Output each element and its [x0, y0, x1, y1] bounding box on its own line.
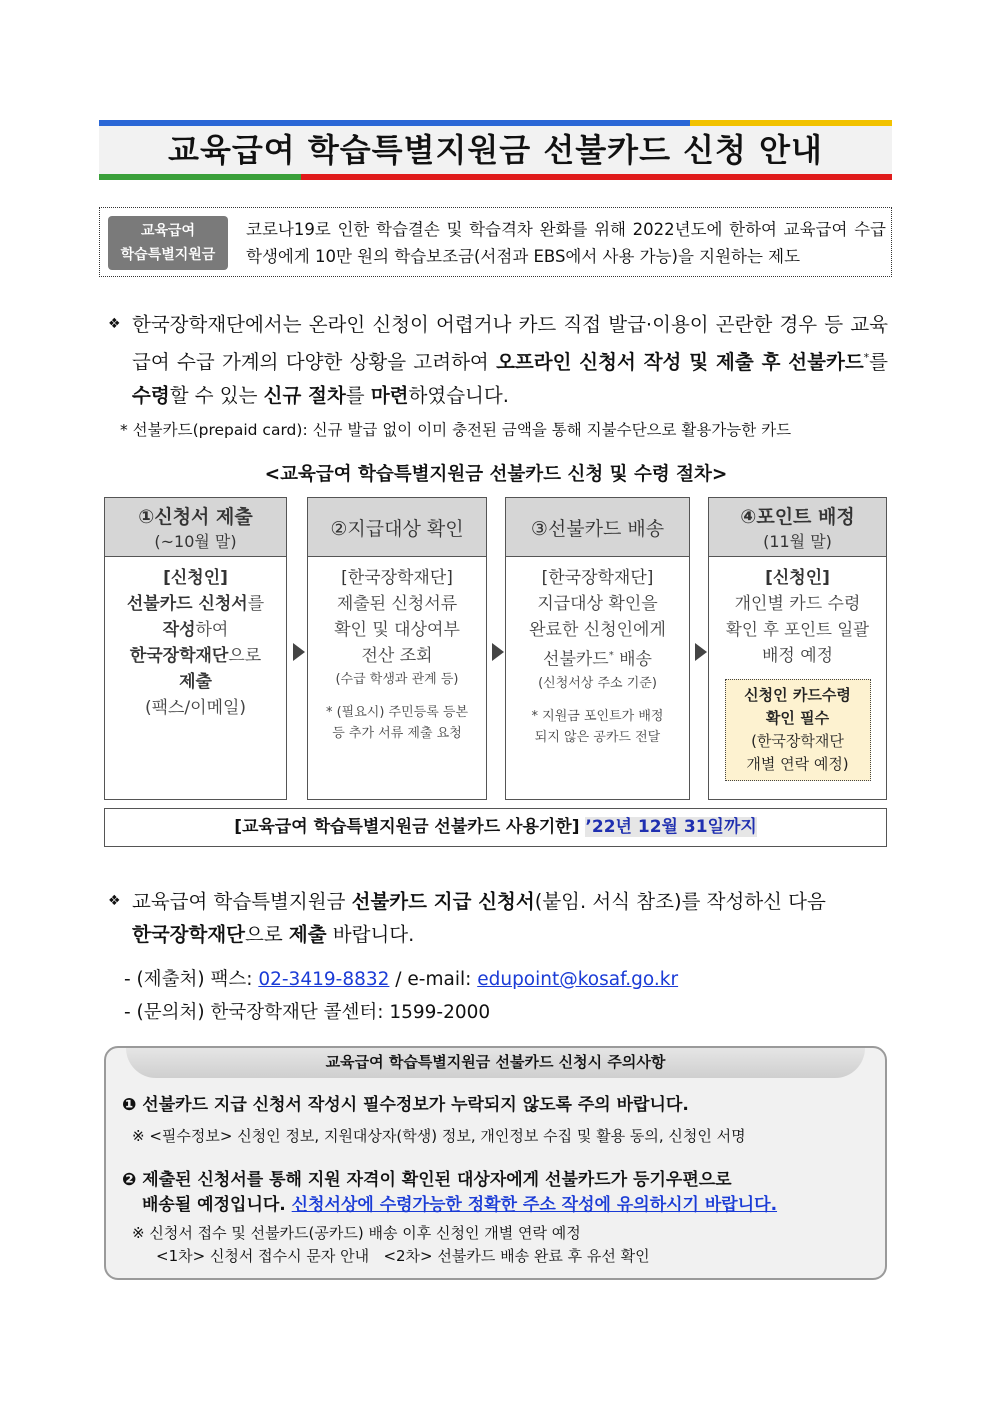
step-2-small3: 등 추가 서류 제출 요청 — [332, 726, 462, 741]
step-3-title: ③선불카드 배송 — [530, 517, 665, 540]
step-4-line3: 배정 예정 — [761, 646, 834, 666]
step-2-line1: 제출된 신청서류 — [336, 594, 458, 614]
page-title: 교육급여 학습특별지원금 선불카드 신청 안내 — [99, 126, 892, 174]
step-2-line2: 확인 및 대상여부 — [334, 620, 460, 640]
fax-link[interactable]: 02-3419-8832 — [258, 969, 390, 990]
step-1-box — [104, 497, 287, 800]
step-2-small1: (수급 학생과 관계 등) — [335, 672, 459, 687]
step-3-small3: 되지 않은 공카드 전달 — [534, 729, 661, 745]
step-3-line2: 완료한 신청인에게 — [529, 620, 666, 640]
caution-note-2-line2: <1차> 신청서 접수시 문자 안내 <2차> 선불카드 배송 완료 후 유선 확인 — [156, 1247, 650, 1265]
step-2-body — [308, 557, 486, 744]
step-2-title: ②지급대상 확인 — [330, 517, 464, 540]
arrow-right-icon — [492, 643, 504, 661]
intro-bold-4: 마련 — [370, 383, 409, 407]
submit-text-2: (붙임. 서식 참조)를 작성하신 다음 — [534, 890, 826, 913]
step-1-title: ①신청서 제출 — [138, 506, 253, 528]
intro-bold-2: 수령 — [132, 383, 170, 407]
submit-bold-2: 한국장학재단 — [132, 923, 246, 946]
step-1-line1: 를 — [247, 594, 265, 614]
usage-period-box — [104, 808, 887, 847]
step-4-body — [709, 557, 886, 781]
step-4-line1: 개인별 카드 수령 — [734, 594, 861, 614]
intro-text-2: 를 — [869, 350, 889, 374]
step-3-actor: [한국장학재단] — [541, 568, 654, 588]
step-1-body — [105, 557, 286, 721]
step-1-actor: [신청인] — [163, 568, 228, 588]
caution-note-1: ※ <필수정보> 신청인 정보, 지원대상자(학생) 정보, 개인정보 수집 및 활용 동의, 신청인 서명 — [132, 1127, 746, 1145]
caution-item-1: ❶ 선불카드 지급 신청서 작성시 필수정보가 누락되지 않도록 주의 바랍니다. — [122, 1095, 689, 1115]
intro-text-4: 를 — [345, 383, 371, 407]
intro-text-5: 하였습니다. — [408, 383, 509, 407]
contact-submit-line — [124, 965, 678, 991]
title-bottom-bar — [99, 174, 892, 180]
step-2-small2: * (필요시) 주민등록 등본 — [325, 705, 469, 720]
step-3-line3b: 배송 — [613, 649, 652, 670]
step-4-header — [709, 498, 886, 557]
step-4-title: ④포인트 배정 — [740, 506, 855, 528]
caution-item-2 — [122, 1168, 777, 1218]
title-banner — [99, 120, 892, 180]
submit-bold-1: 선불카드 지급 신청서 — [351, 890, 535, 913]
intro-paragraph — [108, 308, 888, 412]
step-4-box — [708, 497, 887, 800]
caution-item-2-line1: ❷ 제출된 신청서를 통해 지원 자격이 확인된 대상자에게 선불카드가 등기우편으로 — [122, 1170, 732, 1190]
definition-text: 코로나19로 인한 학습결손 및 학습격차 완화를 위해 2022년도에 한하여 교육급여 수급 학생에게 10만 원의 학습보조금(서점과 EBS에서 사용 가능)을 지원하는 제도 — [246, 220, 886, 266]
step-1-period: (~10월 말) — [154, 532, 237, 551]
intro-text-3: 할 수 있는 — [169, 383, 264, 407]
step-3-line1: 지급대상 확인을 — [537, 594, 658, 614]
contact-submit-label: - (제출처) 팩스: — [124, 969, 259, 990]
step-1-header — [105, 498, 286, 557]
step-3-small1: (신청서상 주소 기준) — [538, 675, 657, 691]
arrow-right-icon — [293, 643, 305, 661]
step-2-header — [308, 498, 486, 557]
email-link[interactable]: edupoint@kosaf.go.kr — [477, 969, 679, 990]
intro-sup: * — [863, 351, 870, 364]
usage-date: ’22년 12월 31일까지 — [585, 817, 757, 837]
step-1-line2: 하여 — [195, 620, 229, 640]
caution-box — [104, 1046, 887, 1280]
step-4-line2: 확인 후 포인트 일괄 — [725, 620, 870, 639]
email-label: / e-mail: — [389, 969, 478, 990]
diamond-bullet-icon: ❖ — [108, 316, 121, 332]
definition-box — [99, 207, 892, 277]
submit-paragraph — [108, 885, 888, 951]
step-3-box — [505, 497, 690, 800]
step-3-small2: * 지원금 포인트가 배정 — [531, 708, 664, 724]
intro-bold-3: 신규 절차 — [263, 383, 346, 407]
card-receipt-notice-box — [725, 679, 871, 781]
notice-line3: (한국장학재단 — [751, 732, 844, 750]
definition-label — [108, 216, 228, 270]
step-3-header — [506, 498, 689, 557]
submit-bold-3: 제출 — [288, 923, 327, 946]
definition-label-line2: 학습특별지원금 — [120, 247, 216, 263]
step-1-line4-bold: 제출 — [179, 672, 212, 692]
step-1-line3-bold: 한국장학재단 — [129, 646, 229, 666]
step-3-sup: * — [608, 650, 614, 661]
caution-title: 교육급여 학습특별지원금 선불카드 신청시 주의사항 — [126, 1048, 865, 1078]
diamond-bullet-icon: ❖ — [108, 893, 121, 909]
submit-text-4: 바랍니다. — [326, 923, 415, 946]
step-1-line3: 으로 — [228, 646, 262, 666]
contact-inquiry-line: - (문의처) 한국장학재단 콜센터: 1599-2000 — [124, 1002, 491, 1023]
intro-text-1: 한국장학재단에서는 온라인 신청이 어렵거나 카드 직접 발급·이용이 곤란한 경우 등 교육급여 수급 가계의 다양한 상황을 고려하여 — [132, 313, 888, 374]
notice-line2: 확인 필수 — [765, 709, 830, 727]
step-2-actor: [한국장학재단] — [341, 568, 453, 588]
process-title: <교육급여 학습특별지원금 선불카드 신청 및 수령 절차> — [264, 464, 728, 485]
definition-label-line1: 교육급여 — [140, 223, 196, 239]
step-4-actor: [신청인] — [765, 568, 830, 588]
notice-line1: 신청인 카드수령 — [744, 686, 851, 704]
submit-text-3: 으로 — [245, 923, 289, 946]
arrow-right-icon — [695, 643, 707, 661]
notice-line4: 개별 연락 예정) — [746, 755, 849, 773]
caution-note-2-line1: ※ 신청서 접수 및 선불카드(공카드) 배송 이후 신청인 개별 연락 예정 — [132, 1224, 581, 1242]
caution-note-2 — [132, 1222, 650, 1268]
step-3-body — [506, 557, 689, 748]
step-1-line2-bold: 작성 — [162, 620, 196, 640]
prepaid-card-note: * 선불카드(prepaid card): 신규 발급 없이 이미 충전된 금액을 통해 지불수단으로 활용가능한 카드 — [120, 421, 792, 439]
caution-item-2-emphasis: 신청서상에 수령가능한 정확한 주소 작성에 유의하시기 바랍니다. — [291, 1195, 778, 1215]
caution-item-2-line2: 배송될 예정입니다. — [142, 1195, 292, 1215]
submit-text-1: 교육급여 학습특별지원금 — [132, 890, 352, 913]
step-2-line3: 전산 조회 — [361, 646, 433, 666]
step-1-line5: (팩스/이메일) — [144, 698, 247, 718]
step-1-line1-bold: 선불카드 신청서 — [126, 594, 248, 614]
usage-label: [교육급여 학습특별지원금 선불카드 사용기한] — [234, 817, 586, 837]
step-4-period: (11월 말) — [763, 532, 832, 551]
step-2-box — [307, 497, 487, 800]
intro-bold-1: 오프라인 신청서 작성 및 제출 후 선불카드 — [496, 350, 864, 374]
step-3-line3: 선불카드 — [543, 649, 609, 670]
